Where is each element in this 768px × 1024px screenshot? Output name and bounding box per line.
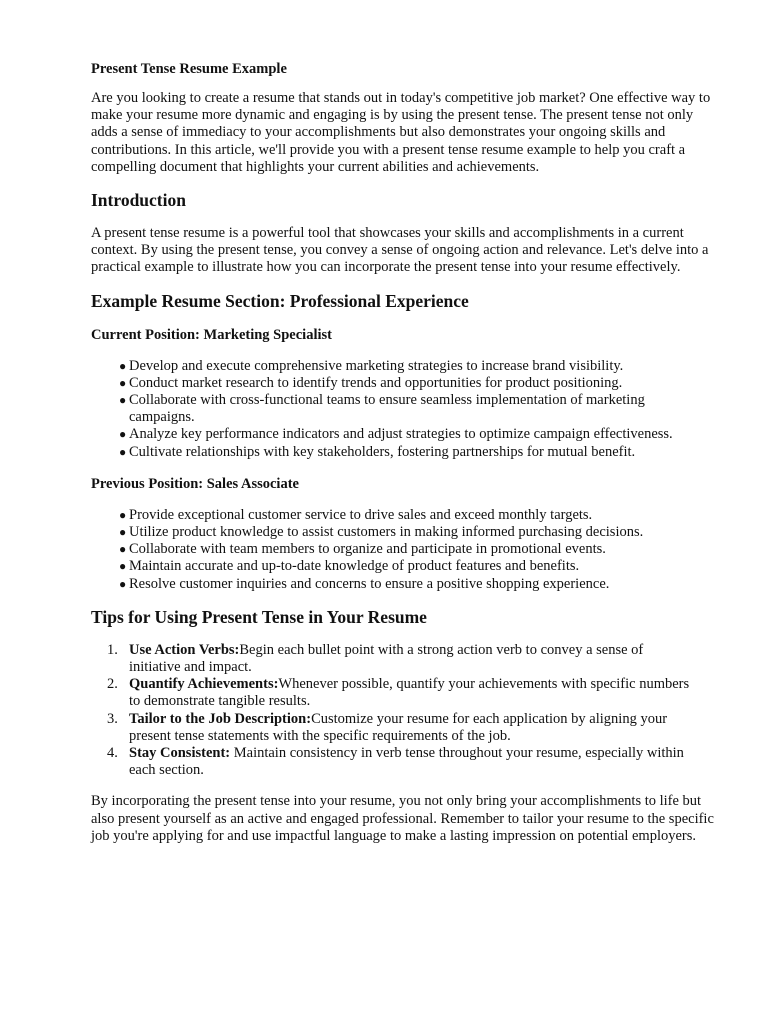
list-item: ● Resolve customer inquiries and concerns to ensure a positive shopping experience.	[119, 575, 610, 592]
bullet-icon: ●	[119, 576, 127, 591]
current-position-heading: Current Position: Marketing Specialist	[91, 326, 332, 343]
list-item: ● Utilize product knowledge to assist customers in making informed purchasing decisions.	[119, 524, 644, 541]
tips-heading: Tips for Using Present Tense in Your Resume	[91, 606, 427, 627]
list-item: ● Provide exceptional customer service to drive sales and exceed monthly targets.	[119, 506, 593, 523]
list-item: ● Analyze key performance indicators and adjust strategies to optimize campaign effectiveness.	[119, 426, 673, 443]
previous-position-heading: Previous Position: Sales Associate	[91, 475, 299, 492]
bullet-icon: ●	[119, 542, 127, 557]
bullet-icon: ●	[119, 393, 127, 408]
current-position-list	[91, 358, 691, 461]
list-item: ● Collaborate with team members to organize and participate in promotional events.	[119, 541, 606, 558]
list-item: ● Cultivate relationships with key stakeholders, fostering partnerships for mutual benefit.	[119, 443, 636, 460]
bullet-icon: ●	[119, 444, 127, 459]
list-item: ● Collaborate with cross-functional teams to ensure seamless implementation of marketing campaigns.	[119, 392, 645, 426]
list-item: ● Maintain accurate and up-to-date knowledge of product features and benefits.	[119, 558, 580, 575]
bullet-icon: ●	[119, 427, 127, 442]
list-item: ● Develop and execute comprehensive marketing strategies to increase brand visibility.	[119, 357, 624, 374]
closing-paragraph: By incorporating the present tense into your resume, you not only bring your accomplishments to life but also present yourself as an active and engaged professional. Remember to tailor your resume to the specific job you're applying for and use impactful language to make a lasting impression on potential employers.	[91, 793, 714, 844]
tips-list	[91, 642, 691, 780]
bullet-icon: ●	[119, 375, 127, 390]
bullet-icon: ●	[119, 358, 127, 373]
tip-item: 1. Use Action Verbs:Begin each bullet point with a strong action verb to convey a sense of initiative and impact.	[107, 641, 644, 676]
bullet-icon: ●	[119, 559, 127, 574]
bullet-icon: ●	[119, 507, 127, 522]
document-title: Present Tense Resume Example	[91, 61, 287, 77]
intro-paragraph: Are you looking to create a resume that stands out in today's competitive job market? One effective way to make your resume more dynamic and engaging is by using the present tense. The present tense not only adds a sense of immediacy to your accomplishments but also demonstrates your ongoing skills and contributions. In this article, we'll provide you with a present tense resume example to help you craft a compelling document that highlights your current abilities and achievements.	[91, 90, 711, 175]
previous-position-list	[91, 507, 691, 593]
tip-item: 2. Quantify Achievements:Whenever possible, quantify your achievements with specific numbers to demonstrate tangible results.	[107, 676, 690, 710]
example-heading: Example Resume Section: Professional Experience	[91, 290, 469, 311]
introduction-heading: Introduction	[91, 190, 186, 211]
bullet-icon: ●	[119, 525, 127, 540]
introduction-paragraph: A present tense resume is a powerful tool that showcases your skills and accomplishments in a current context. By using the present tense, you convey a sense of ongoing action and relevance. Let's delve into a practical example to illustrate how you can incorporate the present tense into your resume effectively.	[91, 225, 709, 276]
list-item: ● Conduct market research to identify trends and opportunities for product positioning.	[119, 374, 623, 391]
tip-item: 4. Stay Consistent: Maintain consistency in verb tense throughout your resume, especially within each section.	[107, 745, 684, 779]
tip-item: 3. Tailor to the Job Description:Customize your resume for each application by aligning your present tense statements with the specific requirements of the job.	[107, 710, 668, 744]
